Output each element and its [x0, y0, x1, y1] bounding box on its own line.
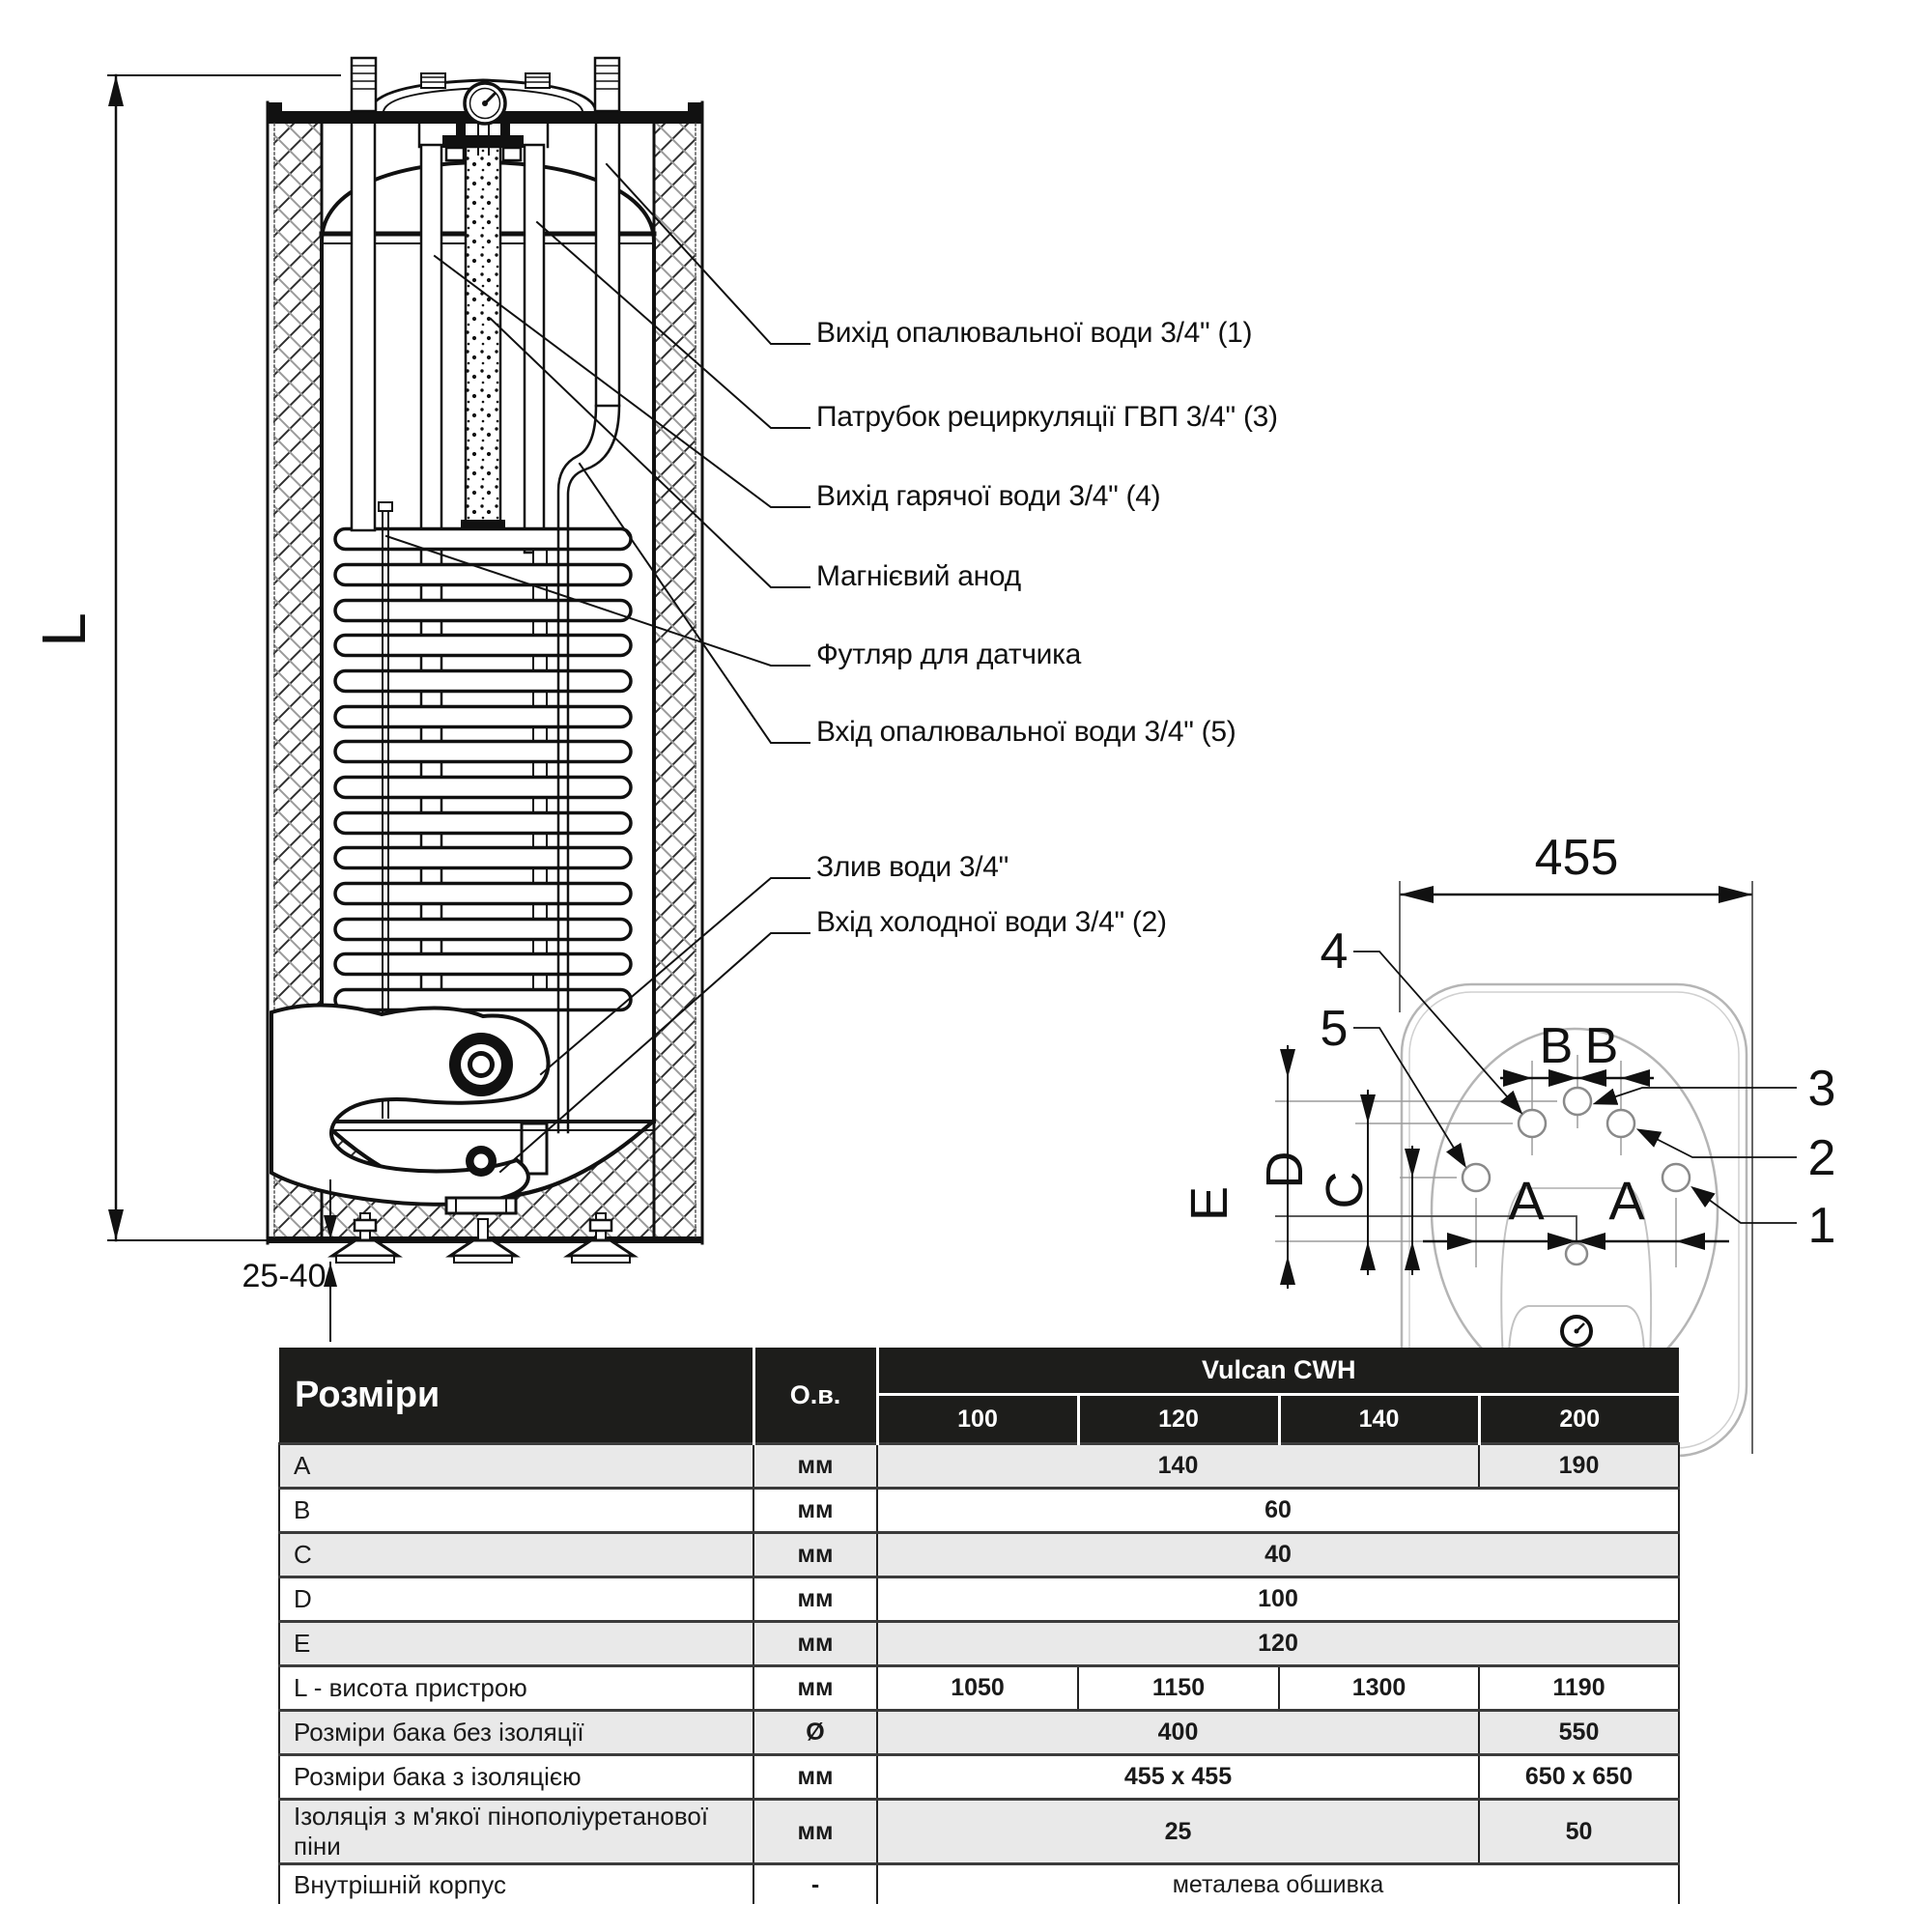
table-title: Розміри — [279, 1348, 753, 1444]
row-value: 50 — [1479, 1800, 1679, 1864]
table-row — [279, 1666, 1679, 1711]
row-label: A — [279, 1444, 753, 1489]
height-dim-label: L — [29, 612, 99, 647]
port-4 — [1519, 1110, 1546, 1137]
row-unit: - — [753, 1864, 877, 1905]
table-row — [279, 1622, 1679, 1666]
table-row — [279, 1755, 1679, 1800]
row-unit: Ø — [753, 1711, 877, 1755]
model-header-140: 140 — [1279, 1395, 1479, 1444]
row-value: 1050 — [877, 1666, 1078, 1711]
row-label: Ізоляція з м'якої пінополіуретанової піни — [279, 1800, 753, 1864]
model-header-100: 100 — [877, 1395, 1078, 1444]
callout-water-drain: Злив води 3/4" — [816, 851, 1009, 883]
callout-dhw-recirculation: Патрубок рециркуляції ГВП 3/4" (3) — [816, 401, 1278, 433]
b-dim-label: B — [1539, 1018, 1574, 1074]
row-value: металева обшивка — [877, 1864, 1679, 1905]
row-value: 25 — [877, 1800, 1479, 1864]
port-3 — [1564, 1088, 1591, 1115]
small-flange — [466, 1146, 497, 1177]
row-unit: мм — [753, 1622, 877, 1666]
gauge-icon — [1562, 1317, 1591, 1346]
c-dim-label: C — [1316, 1171, 1374, 1209]
table-row — [279, 1533, 1679, 1577]
row-value: 40 — [877, 1533, 1679, 1577]
gauge-icon — [465, 83, 505, 124]
dimensions-table — [278, 1348, 1680, 1904]
row-value: 190 — [1479, 1444, 1679, 1489]
callout-magnesium-anode: Магнієвий анод — [816, 560, 1021, 592]
heating-out-pipe — [352, 111, 375, 530]
port-bottom — [1566, 1243, 1587, 1264]
row-value: 120 — [877, 1622, 1679, 1666]
hot-water-pipe — [525, 145, 544, 553]
row-value: 1190 — [1479, 1666, 1679, 1711]
unit-header: О.в. — [753, 1348, 877, 1444]
row-unit: мм — [753, 1755, 877, 1800]
port-2 — [1607, 1110, 1634, 1137]
table-row — [279, 1711, 1679, 1755]
table-row — [279, 1577, 1679, 1622]
row-unit: мм — [753, 1444, 877, 1489]
e-dim-label: E — [1180, 1185, 1238, 1222]
a-dim-label: A — [1508, 1170, 1545, 1231]
table-row — [279, 1864, 1679, 1905]
row-value: 455 x 455 — [877, 1755, 1479, 1800]
callout-heating-water-in: Вхід опалювальної води 3/4" (5) — [816, 716, 1236, 748]
callout-cold-water-in: Вхід холодної води 3/4" (2) — [816, 906, 1167, 938]
a-dim-label: A — [1608, 1170, 1645, 1231]
row-unit: мм — [753, 1800, 877, 1864]
port-4-label: 4 — [1320, 923, 1349, 980]
side-view-diagram — [29, 58, 810, 1341]
port-3-label: 3 — [1807, 1061, 1836, 1117]
feet-dim-label: 25-40 — [242, 1258, 327, 1294]
port-5-label: 5 — [1320, 1001, 1349, 1057]
width-dim-label: 455 — [1534, 830, 1619, 886]
table-row — [279, 1489, 1679, 1533]
model-header-120: 120 — [1078, 1395, 1279, 1444]
row-unit: мм — [753, 1577, 877, 1622]
row-value: 400 — [877, 1711, 1479, 1755]
model-header-200: 200 — [1479, 1395, 1679, 1444]
row-value: 1300 — [1279, 1666, 1479, 1711]
reference-lines — [1275, 1055, 1676, 1267]
row-value: 650 x 650 — [1479, 1755, 1679, 1800]
row-value: 550 — [1479, 1711, 1679, 1755]
row-value: 60 — [877, 1489, 1679, 1533]
d-dim-label: D — [1256, 1151, 1314, 1189]
port-5 — [1463, 1164, 1490, 1191]
row-label: Розміри бака з ізоляцією — [279, 1755, 753, 1800]
port-1 — [1662, 1164, 1690, 1191]
row-value: 140 — [877, 1444, 1479, 1489]
port-2-label: 2 — [1807, 1130, 1836, 1186]
row-label: L - висота пристрою — [279, 1666, 753, 1711]
callout-heating-water-out: Вихід опалювальної води 3/4" (1) — [816, 317, 1253, 349]
row-label: C — [279, 1533, 753, 1577]
row-label: D — [279, 1577, 753, 1622]
row-unit: мм — [753, 1533, 877, 1577]
row-label: Розміри бака без ізоляції — [279, 1711, 753, 1755]
row-unit: мм — [753, 1489, 877, 1533]
row-label: Внутрішній корпус — [279, 1864, 753, 1905]
edc-dimensions — [1180, 1045, 1420, 1289]
large-flange — [449, 1033, 513, 1096]
row-label: B — [279, 1489, 753, 1533]
brand-header: Vulcan CWH — [877, 1348, 1679, 1395]
callout-hot-water-out: Вихід гарячої води 3/4" (4) — [816, 480, 1161, 512]
row-unit: мм — [753, 1666, 877, 1711]
row-label: E — [279, 1622, 753, 1666]
table-row — [279, 1800, 1679, 1864]
port-1-label: 1 — [1807, 1198, 1836, 1254]
bottom-fitting — [446, 1198, 516, 1213]
table-row — [279, 1444, 1679, 1489]
row-value: 1150 — [1078, 1666, 1279, 1711]
row-value: 100 — [877, 1577, 1679, 1622]
callout-sensor-sleeve: Футляр для датчика — [816, 639, 1081, 670]
b-dim-label: B — [1584, 1018, 1619, 1074]
